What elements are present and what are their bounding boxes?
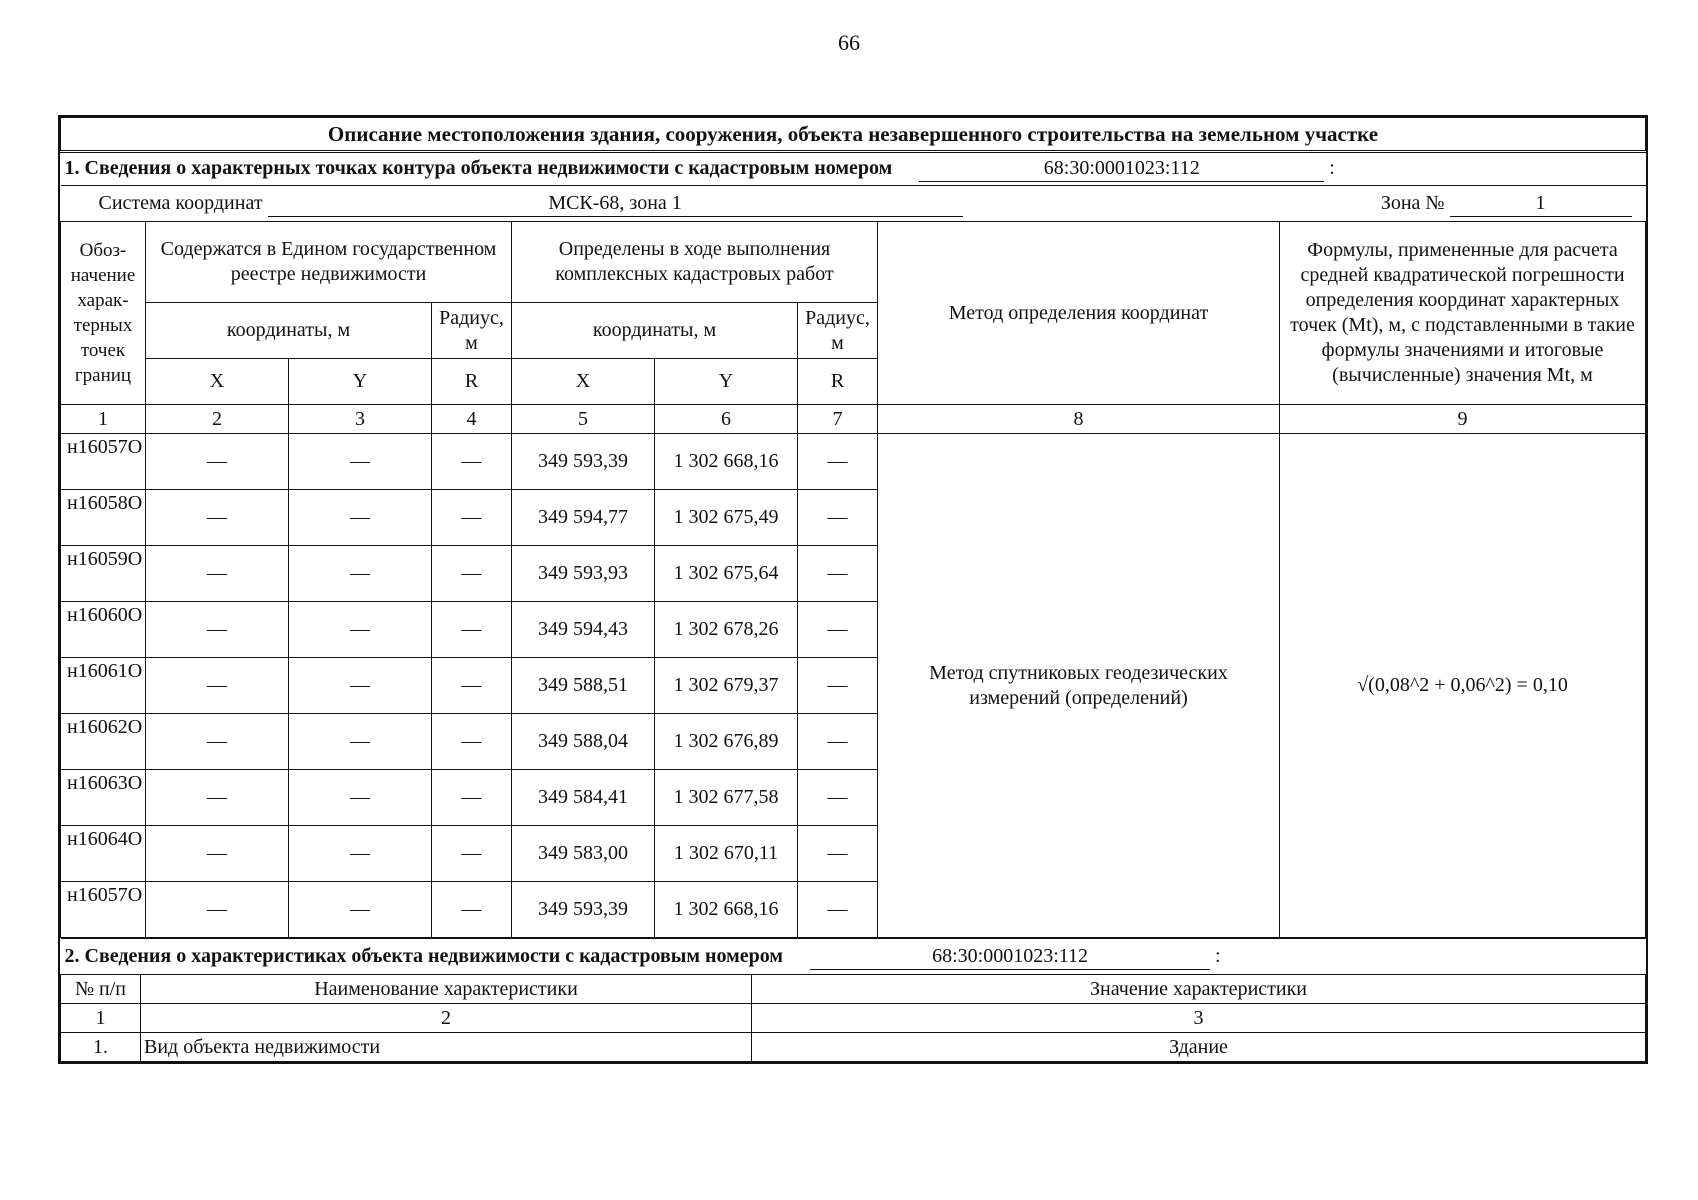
egrn-r-value: — [432, 770, 512, 826]
col-designation-header: Обоз-начение харак-терных точек границ [61, 222, 146, 405]
kkr-group-header: Определены в ходе выполнения комплексных кадастровых работ [512, 222, 878, 303]
col-number: 5 [512, 405, 655, 434]
kkr-x-value: 349 593,39 [512, 434, 655, 490]
egrn-y-value: — [289, 546, 432, 602]
egrn-y-value: — [289, 770, 432, 826]
egrn-x-value: — [146, 490, 289, 546]
kkr-x-header: X [512, 359, 655, 405]
zone-label: Зона № [1380, 192, 1445, 214]
kkr-r-value: — [798, 602, 878, 658]
point-designation: н16057О [61, 434, 146, 490]
egrn-r-value: — [432, 602, 512, 658]
kkr-y-header: Y [655, 359, 798, 405]
kkr-x-value: 349 593,93 [512, 546, 655, 602]
kkr-y-value: 1 302 678,26 [655, 602, 798, 658]
kkr-x-value: 349 588,04 [512, 714, 655, 770]
kkr-radius-header: Радиус, м [798, 303, 878, 359]
col-number: 3 [752, 1004, 1646, 1033]
egrn-x-value: — [146, 434, 289, 490]
form-title: Описание местоположения здания, сооружения, объекта незавершенного строительства на земельном участке [61, 118, 1646, 152]
kkr-y-value: 1 302 670,11 [655, 826, 798, 882]
egrn-x-value: — [146, 658, 289, 714]
point-designation: н16064О [61, 826, 146, 882]
col-number: 4 [432, 405, 512, 434]
egrn-x-value: — [146, 714, 289, 770]
section2-cadastral-number: 68:30:0001023:112 [810, 944, 1210, 970]
col-number: 9 [1280, 405, 1646, 434]
section2-header-name: Наименование характеристики [141, 975, 752, 1004]
egrn-coords-header: координаты, м [146, 303, 432, 359]
egrn-y-header: Y [289, 359, 432, 405]
col-number: 1 [61, 1004, 141, 1033]
egrn-y-value: — [289, 490, 432, 546]
kkr-r-value: — [798, 546, 878, 602]
section1-column-numbers [61, 405, 1646, 434]
col-number: 1 [61, 405, 146, 434]
col-number: 2 [141, 1004, 752, 1033]
formula-value: √(0,08^2 + 0,06^2) = 0,10 [1280, 434, 1646, 938]
kkr-r-value: — [798, 882, 878, 938]
col-number: 3 [289, 405, 432, 434]
egrn-x-value: — [146, 602, 289, 658]
kkr-y-value: 1 302 668,16 [655, 882, 798, 938]
coord-system-row [61, 186, 1646, 222]
characteristic-num: 1. [61, 1033, 141, 1062]
method-header: Метод определения координат [878, 222, 1280, 405]
egrn-y-value: — [289, 658, 432, 714]
coordinate-row [61, 434, 1646, 490]
egrn-x-value: — [146, 882, 289, 938]
zone-value: 1 [1450, 191, 1632, 217]
kkr-coords-header: координаты, м [512, 303, 798, 359]
coord-system-value: МСК-68, зона 1 [268, 191, 963, 217]
kkr-x-value: 349 594,43 [512, 602, 655, 658]
kkr-r-value: — [798, 826, 878, 882]
egrn-group-header: Содержатся в Едином государственном реестре недвижимости [146, 222, 512, 303]
kkr-x-value: 349 583,00 [512, 826, 655, 882]
egrn-y-value: — [289, 602, 432, 658]
kkr-r-value: — [798, 434, 878, 490]
egrn-x-header: X [146, 359, 289, 405]
egrn-y-value: — [289, 434, 432, 490]
kkr-r-value: — [798, 490, 878, 546]
egrn-r-value: — [432, 658, 512, 714]
formulas-header: Формулы, примененные для расчета средней квадратической погрешности определения координат характерных точек (Mt), м, с подставленными в такие формулы значениями и итоговые (вычисленные) значения Mt, м [1280, 222, 1646, 405]
egrn-x-value: — [146, 826, 289, 882]
section2-heading: 2. Сведения о характеристиках объекта недвижимости с кадастровым номером [64, 944, 784, 967]
section1-colon: : [1329, 157, 1335, 179]
egrn-r-value: — [432, 490, 512, 546]
kkr-r-value: — [798, 770, 878, 826]
page-number: 66 [838, 30, 860, 55]
kkr-x-value: 349 584,41 [512, 770, 655, 826]
point-designation: н16058О [61, 490, 146, 546]
col-number: 2 [146, 405, 289, 434]
kkr-r-value: — [798, 658, 878, 714]
point-designation: н16061О [61, 658, 146, 714]
col-number: 6 [655, 405, 798, 434]
egrn-y-value: — [289, 882, 432, 938]
egrn-r-value: — [432, 434, 512, 490]
egrn-y-value: — [289, 714, 432, 770]
section2-header-value: Значение характеристики [752, 975, 1646, 1004]
kkr-y-value: 1 302 679,37 [655, 658, 798, 714]
kkr-y-value: 1 302 675,64 [655, 546, 798, 602]
kkr-x-value: 349 594,77 [512, 490, 655, 546]
kkr-y-value: 1 302 676,89 [655, 714, 798, 770]
kkr-y-value: 1 302 668,16 [655, 434, 798, 490]
egrn-r-header: R [432, 359, 512, 405]
kkr-y-value: 1 302 675,49 [655, 490, 798, 546]
point-designation: н16057О [61, 882, 146, 938]
egrn-r-value: — [432, 546, 512, 602]
section2-colon: : [1215, 944, 1221, 967]
point-designation: н16060О [61, 602, 146, 658]
method-value: Метод спутниковых геодезических измерений (определений) [878, 434, 1280, 938]
egrn-y-value: — [289, 826, 432, 882]
coord-system-label: Система координат [98, 191, 263, 214]
section2-header-num: № п/п [61, 975, 141, 1004]
egrn-x-value: — [146, 770, 289, 826]
egrn-r-value: — [432, 882, 512, 938]
egrn-x-value: — [146, 546, 289, 602]
kkr-x-value: 349 593,39 [512, 882, 655, 938]
characteristic-name: Вид объекта недвижимости [141, 1033, 752, 1062]
point-designation: н16059О [61, 546, 146, 602]
point-designation: н16063О [61, 770, 146, 826]
section1-heading-row [61, 152, 1646, 186]
kkr-x-value: 349 588,51 [512, 658, 655, 714]
egrn-r-value: — [432, 714, 512, 770]
kkr-r-header: R [798, 359, 878, 405]
col-number: 8 [878, 405, 1280, 434]
characteristic-value: Здание [752, 1033, 1646, 1062]
col-number: 7 [798, 405, 878, 434]
kkr-y-value: 1 302 677,58 [655, 770, 798, 826]
egrn-r-value: — [432, 826, 512, 882]
egrn-radius-header: Радиус, м [432, 303, 512, 359]
section1-cadastral-number: 68:30:0001023:112 [919, 156, 1324, 182]
kkr-r-value: — [798, 714, 878, 770]
section2-heading-row [61, 939, 1646, 975]
characteristic-row [61, 1033, 1646, 1062]
section1-heading: 1. Сведения о характерных точках контура объекта недвижимости с кадастровым номером [64, 157, 893, 179]
point-designation: н16062О [61, 714, 146, 770]
location-description-form [58, 115, 1648, 1064]
